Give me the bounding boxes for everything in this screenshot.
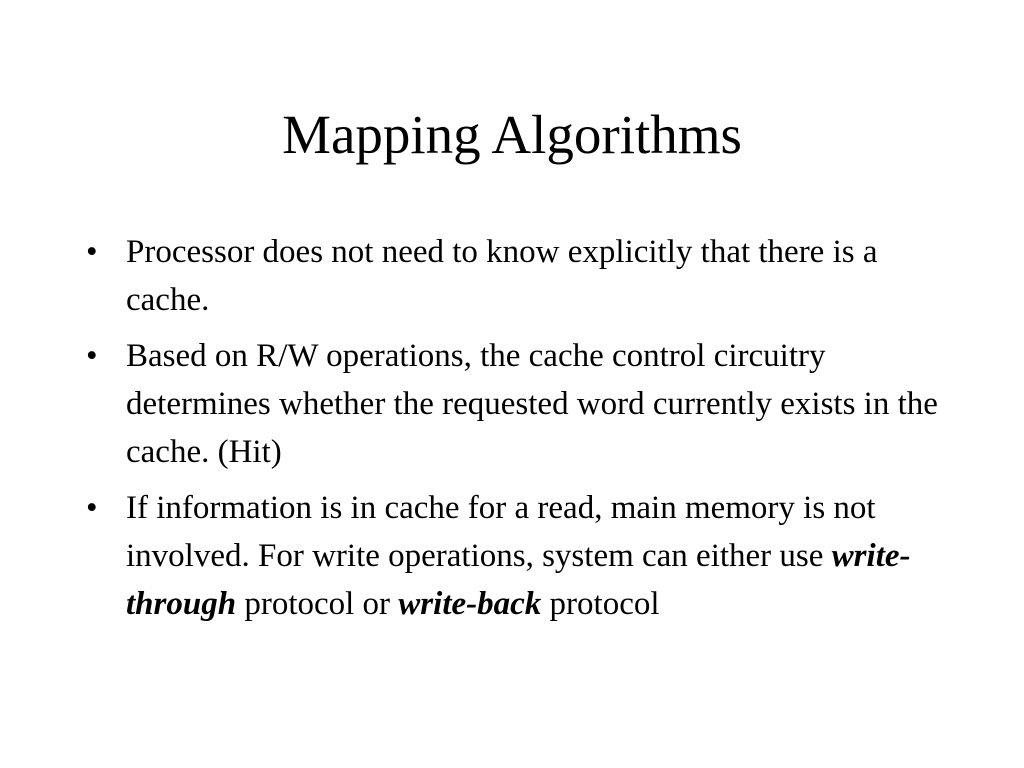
bullet-text-part: If information is in cache for a read, main memory is not involved. For write operations, system can either use (126, 490, 876, 574)
bullet-item (86, 332, 966, 476)
bullet-icon: • (86, 234, 98, 270)
bullet-item (86, 228, 966, 324)
bullet-item (86, 484, 966, 628)
bullet-icon: • (86, 338, 98, 374)
bullet-text-part: protocol (541, 586, 660, 622)
bullet-text-part: protocol or (236, 586, 399, 622)
slide-title: Mapping Algorithms (282, 104, 742, 165)
bullet-icon: • (86, 490, 98, 526)
bullet-text: Processor does not need to know explicitly that there is a cache. (126, 234, 878, 318)
bullet-text (126, 490, 911, 622)
write-through-term: write-through (126, 538, 911, 622)
bullet-list (86, 228, 966, 636)
write-back-term: write-back (398, 586, 542, 622)
bullet-text: Based on R/W operations, the cache control circuitry determines whether the requested word currently exists in the cache. (Hit) (126, 338, 938, 470)
